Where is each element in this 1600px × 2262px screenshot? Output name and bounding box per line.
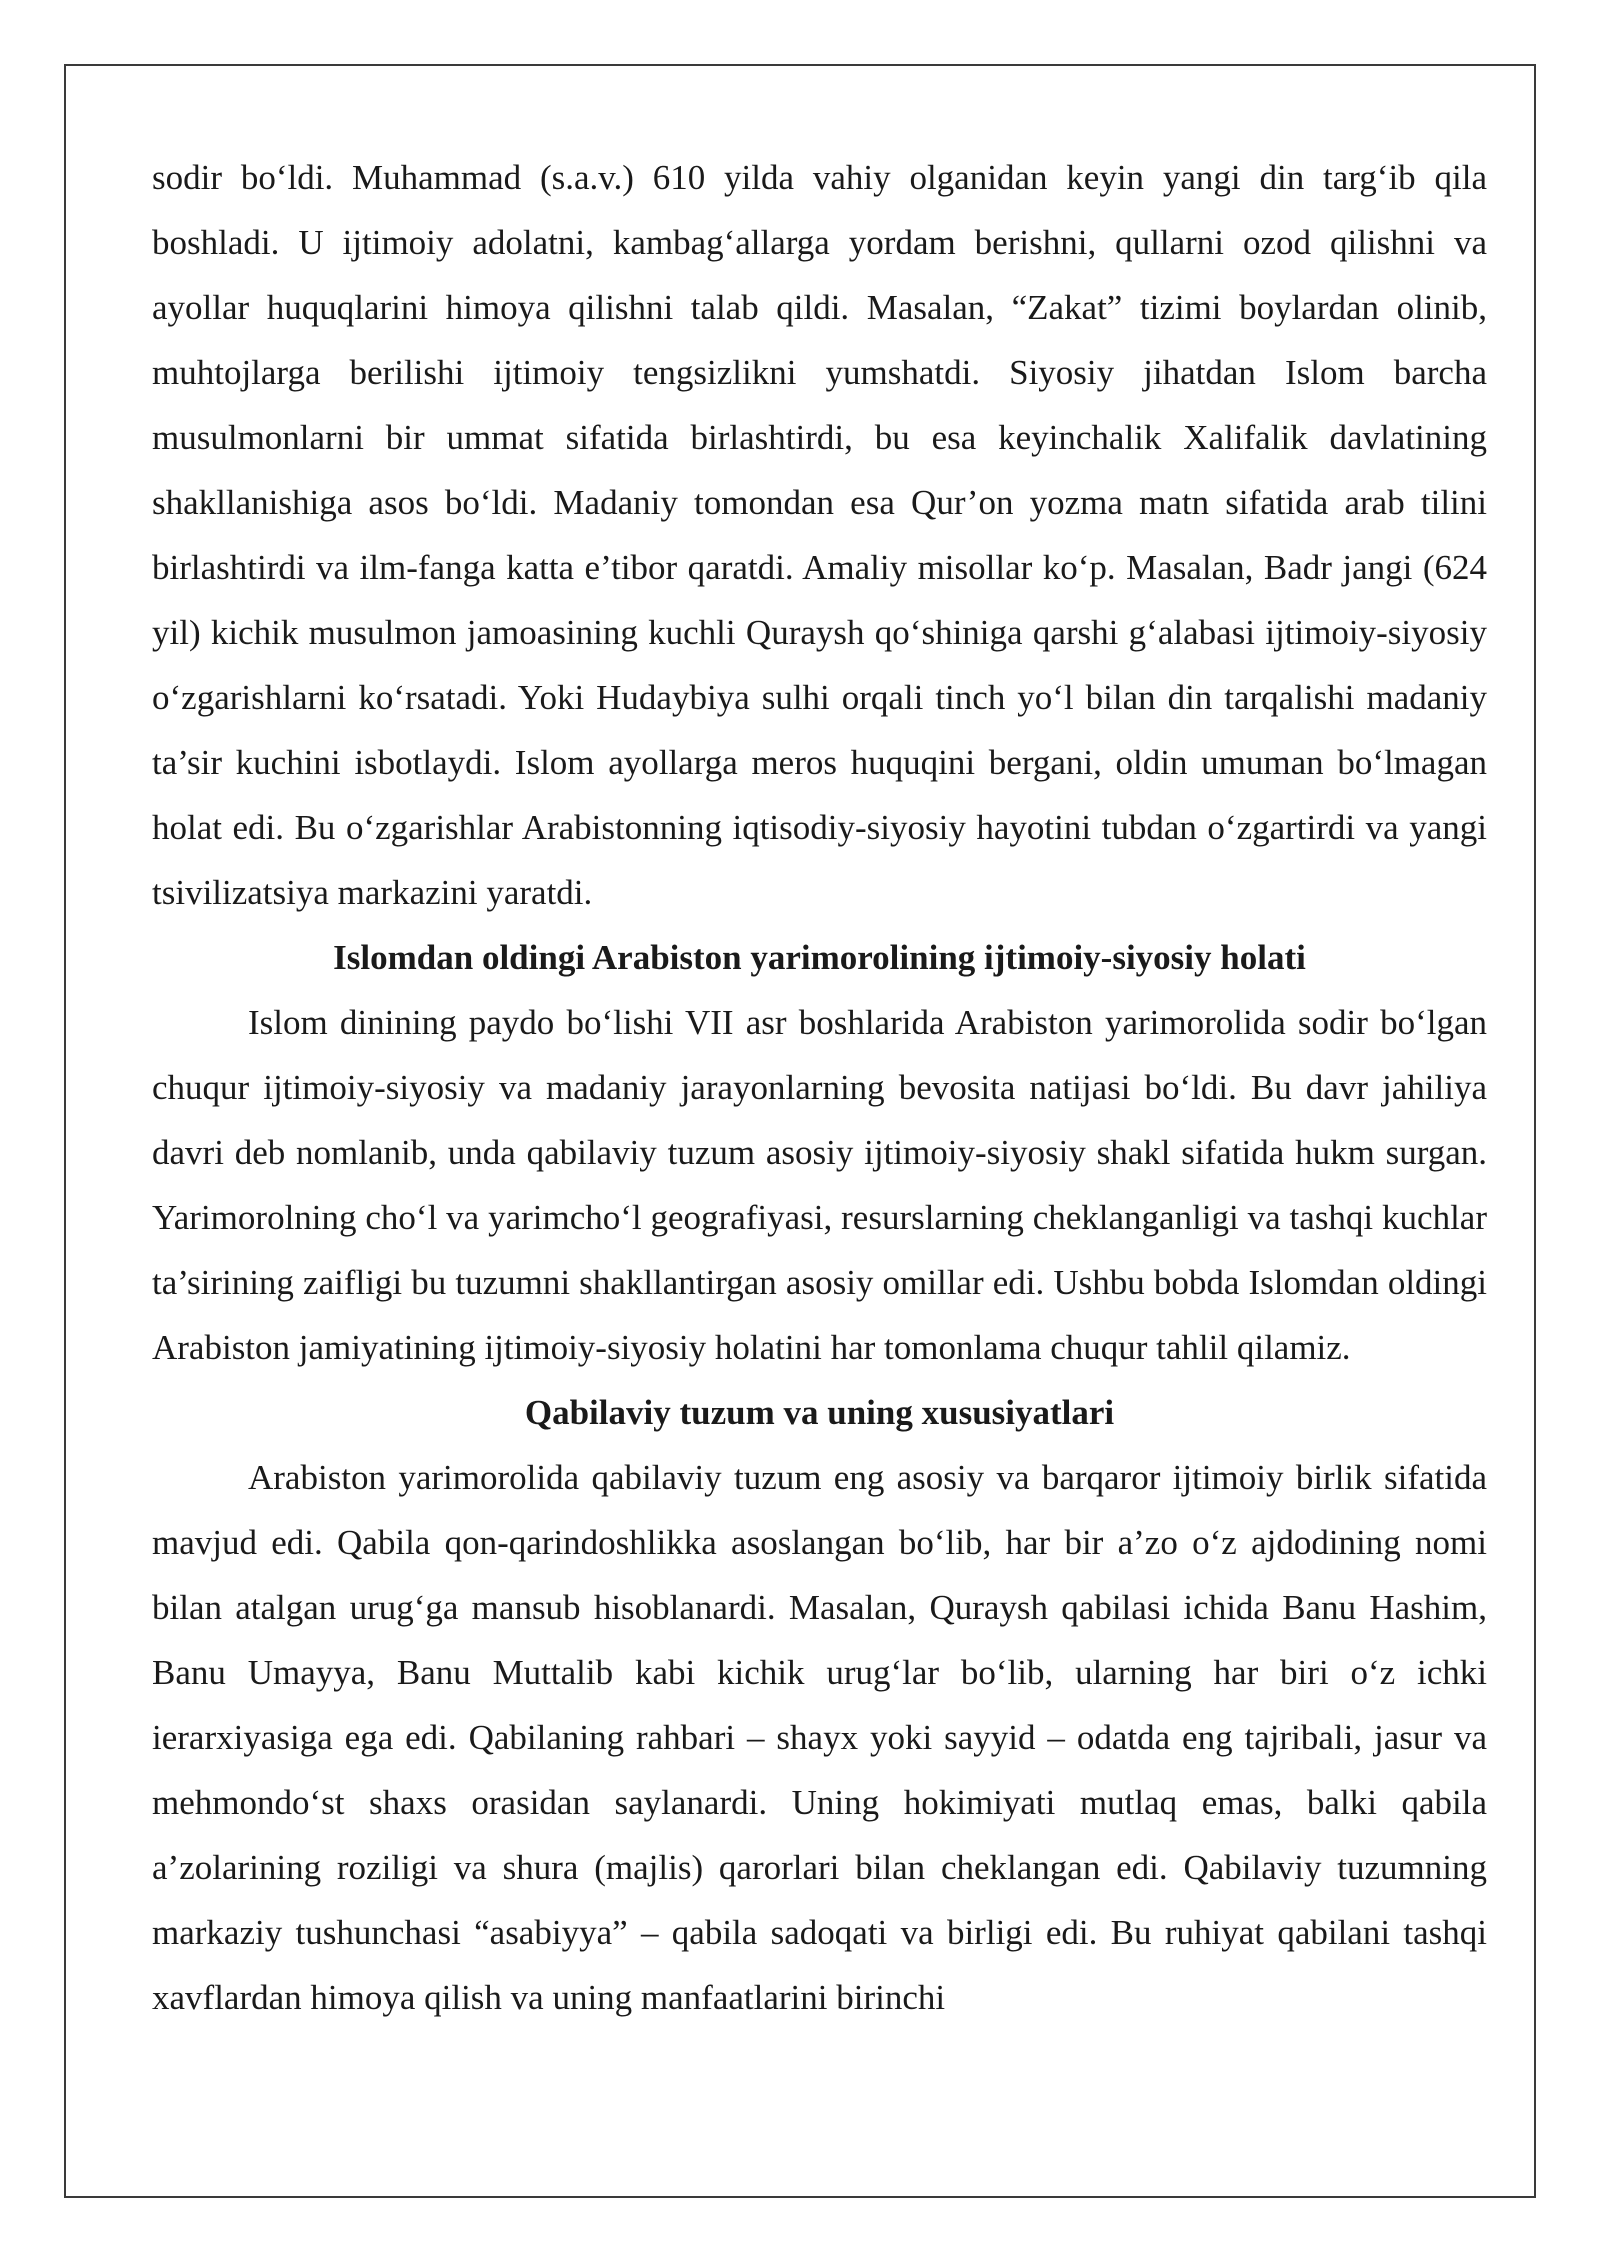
paragraph-tribal-system: Arabiston yarimorolida qabilaviy tuzum eng asosiy va barqaror ijtimoiy birlik sifatida mavjud edi. Qabila qon-qarindoshlikka asoslangan bo‘lib, har bir a’zo o‘z ajdodining nomi bilan atalgan urug‘ga mansub hisoblanardi. Masalan, Quraysh qabilasi ichida Banu Hashim, Banu Umayya, Banu Muttalib kabi kichik urug‘lar bo‘lib, ularning har biri o‘z ichki ierarxiyasiga ega edi. Qabilaning rahbari – shayx yoki sayyid – odatda eng tajribali, jasur va mehmondo‘st shaxs orasidan saylanardi. Uning hokimiyati mutlaq emas, balki qabila a’zolarining roziligi va shura (majlis) qarorlari bilan cheklangan edi. Qabilaviy tuzumning markaziy tushunchasi “asabiyya” – qabila sadoqati va birligi edi. Bu ruhiyat qabilani tashqi xavflardan himoya qilish va uning manfaatlarini birinchi bbox=[152, 1458, 1487, 2017]
section-heading-pre-islamic-arabia: Islomdan oldingi Arabiston yarimorolining ijtimoiy-siyosiy holati bbox=[333, 938, 1306, 977]
paragraph-islam-reforms: sodir bo‘ldi. Muhammad (s.a.v.) 610 yilda vahiy olganidan keyin yangi din targ‘ib qila boshladi. U ijtimoiy adolatni, kambag‘allarga yordam berishni, qullarni ozod qilishni va ayollar huquqlarini himoya qilishni talab qildi. Masalan, “Zakat” tizimi boylardan olinib, muhtojlarga berilishi ijtimoiy tengsizlikni yumshatdi. Siyosiy jihatdan Islom barcha musulmonlarni bir ummat sifatida birlashtirdi, bu esa keyinchalik Xalifalik davlatining shakllanishiga asos bo‘ldi. Madaniy tomondan esa Qur’on yozma matn sifatida arab tilini birlashtirdi va ilm-fanga katta e’tibor qaratdi. Amaliy misollar ko‘p. Masalan, Badr jangi (624 yil) kichik musulmon jamoasining kuchli Quraysh qo‘shiniga qarshi g‘alabasi ijtimoiy-siyosiy o‘zgarishlarni ko‘rsatadi. Yoki Hudaybiya sulhi orqali tinch yo‘l bilan din tarqalishi madaniy ta’sir kuchini isbotlaydi. Islom ayollarga meros huquqini bergani, oldin umuman bo‘lmagan holat edi. Bu o‘zgarishlar Arabistonning iqtisodiy-siyosiy hayotini tubdan o‘zgartirdi va yangi tsivilizatsiya markazini yaratdi. bbox=[152, 158, 1487, 912]
section-heading-tribal-system: Qabilaviy tuzum va uning xususiyatlari bbox=[524, 1393, 1115, 1432]
paragraph-pre-islamic-intro: Islom dinining paydo bo‘lishi VII asr boshlarida Arabiston yarimorolida sodir bo‘lgan chuqur ijtimoiy-siyosiy va madaniy jarayonlarning bevosita natijasi bo‘ldi. Bu davr jahiliya davri deb nomlanib, unda qabilaviy tuzum asosiy ijtimoiy-siyosiy shakl sifatida hukm surgan. Yarimorolning cho‘l va yarimcho‘l geografiyasi, resurslarning cheklanganligi va tashqi kuchlar ta’sirining zaifligi bu tuzumni shakllantirgan asosiy omillar edi. Ushbu bobda Islomdan oldingi Arabiston jamiyatining ijtimoiy-siyosiy holatini har tomonlama chuqur tahlil qilamiz. bbox=[152, 1003, 1487, 1367]
document-body bbox=[152, 145, 1487, 2030]
